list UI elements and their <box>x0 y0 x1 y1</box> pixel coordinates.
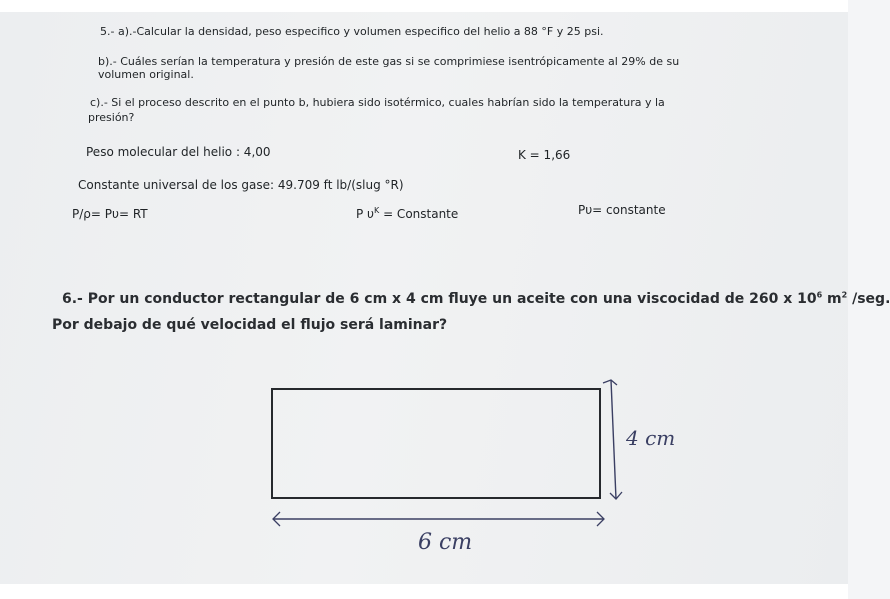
viscosity-exponent: 6 <box>816 290 823 300</box>
formula-isothermal: Pυ= constante <box>578 203 666 217</box>
bottom-margin <box>0 584 848 599</box>
viscosity-unit: m <box>822 291 842 307</box>
formula-isentropic-rest: = Constante <box>379 207 459 221</box>
problem-6-line2: Por debajo de qué velocidad el flujo será laminar? <box>52 317 448 333</box>
viscosity-tail: /seg. <box>847 291 890 307</box>
problem-5c-line2: presión? <box>88 111 135 124</box>
height-dimension-line <box>611 380 616 499</box>
width-label: 6 cm <box>418 530 473 555</box>
molecular-weight: Peso molecular del helio : 4,00 <box>86 145 271 159</box>
height-top-tick <box>603 380 617 385</box>
gas-constant: Constante universal de los gase: 49.709 ft lb/(slug °R) <box>78 178 404 192</box>
formula-ideal-gas: P/ρ= Pυ= RT <box>72 207 148 221</box>
viscosity-unit-exponent: 2 <box>841 290 848 300</box>
problem-5a: 5.- a).-Calcular la densidad, peso especifico y volumen especifico del helio a 88 °F y 25 psi. <box>100 25 604 38</box>
formula-isentropic-base: P υ <box>356 207 374 221</box>
formula-isentropic-exponent: K <box>374 206 380 215</box>
problem-5c-line1: c).- Si el proceso descrito en el punto b, hubiera sido isotérmico, cuales habrían sido la temperatura y la <box>90 96 665 109</box>
k-constant: K = 1,66 <box>518 148 571 162</box>
problem-5b-line1: b).- Cuáles serían la temperatura y presión de este gas si se comprimiese isentrópicamente al 29% de su <box>98 55 680 68</box>
viscosity-value: 260 x 10 <box>749 291 817 307</box>
height-label: 4 cm <box>626 426 676 450</box>
problem-6-text: 6.- Por un conductor rectangular de 6 cm x 4 cm fluye un aceite con una viscocidad de <box>62 291 750 307</box>
problem-5b-line2: volumen original. <box>98 68 194 81</box>
